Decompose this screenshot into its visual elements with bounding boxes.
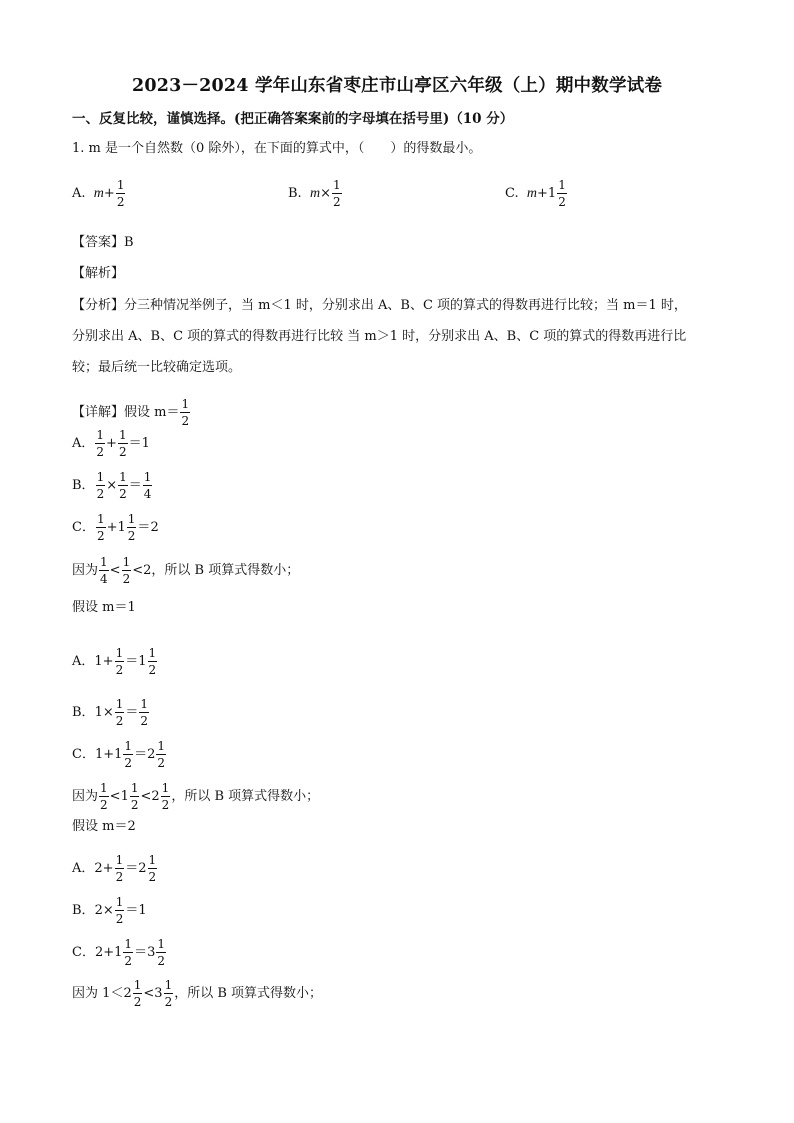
denominator: 2 bbox=[115, 870, 124, 884]
fraction bbox=[164, 977, 174, 1010]
numerator: 1 bbox=[140, 697, 149, 711]
fenxi-tag: 【分析】 bbox=[72, 298, 125, 313]
less-than: < bbox=[140, 789, 152, 804]
fraction bbox=[115, 645, 125, 678]
equals: ＝ bbox=[125, 654, 139, 669]
value: 2 bbox=[143, 563, 152, 578]
label: C． bbox=[72, 945, 95, 960]
numerator: 1 bbox=[118, 428, 127, 442]
numerator: 1 bbox=[100, 781, 108, 795]
whole: 3 bbox=[147, 945, 156, 960]
denominator: 2 bbox=[118, 445, 127, 459]
less-than: < bbox=[109, 563, 121, 578]
equals: ＝ bbox=[125, 705, 139, 720]
denominator: 2 bbox=[140, 714, 149, 728]
whole: 1 bbox=[94, 705, 103, 720]
operator: + bbox=[103, 945, 115, 960]
variable: m bbox=[93, 186, 104, 201]
fraction bbox=[148, 852, 158, 885]
numerator: 1 bbox=[148, 853, 157, 867]
option-c bbox=[505, 177, 568, 210]
denominator: 2 bbox=[127, 529, 136, 543]
whole: 1 bbox=[102, 986, 111, 1001]
fraction bbox=[115, 852, 125, 885]
because: 因为 bbox=[72, 563, 99, 578]
equals: ＝ bbox=[134, 945, 148, 960]
whole: 1 bbox=[94, 747, 104, 762]
question-stem: 1. m 是一个自然数（0 除外），在下面的算式中，（ ）的得数最小。 bbox=[72, 141, 482, 156]
less-than: < bbox=[143, 986, 155, 1001]
numerator: 1 bbox=[127, 512, 136, 526]
fraction bbox=[123, 738, 133, 771]
denominator: 2 bbox=[161, 798, 170, 812]
numerator: 1 bbox=[332, 178, 341, 192]
label: B． bbox=[72, 478, 95, 493]
because: 因为 bbox=[72, 789, 99, 804]
numerator: 1 bbox=[100, 555, 108, 569]
denominator: 2 bbox=[96, 529, 105, 543]
fraction bbox=[99, 780, 109, 813]
answer-line bbox=[72, 234, 134, 252]
numerator: 1 bbox=[96, 470, 105, 484]
fraction bbox=[180, 396, 190, 429]
conclusion: ，所以 B 项算式得数小； bbox=[171, 789, 320, 804]
assume-m2: 假设 m＝2 bbox=[72, 819, 136, 834]
numerator: 1 bbox=[157, 937, 165, 951]
numerator: 1 bbox=[157, 739, 165, 753]
whole: 2 bbox=[94, 903, 103, 918]
less-than: < bbox=[109, 789, 121, 804]
whole: 2 bbox=[123, 986, 132, 1001]
label: A． bbox=[72, 654, 95, 669]
denominator: 2 bbox=[119, 487, 127, 501]
denominator: 2 bbox=[116, 195, 125, 209]
equals: ＝ bbox=[125, 903, 139, 918]
equals: ＝ bbox=[137, 520, 151, 535]
fraction bbox=[156, 738, 166, 771]
whole-part: 1 bbox=[547, 186, 557, 201]
fraction bbox=[557, 177, 567, 210]
result: 1 bbox=[141, 436, 150, 451]
conclusion: ，所以 B 项算式得数小； bbox=[151, 563, 300, 578]
numerator: 1 bbox=[124, 937, 133, 951]
option-label: A. bbox=[72, 186, 86, 201]
answer-value: B bbox=[124, 235, 134, 250]
denominator: 4 bbox=[143, 487, 152, 501]
denominator: 2 bbox=[332, 195, 341, 209]
fraction bbox=[115, 696, 125, 729]
case1-b bbox=[72, 469, 153, 502]
numerator: 1 bbox=[122, 555, 131, 569]
whole: 1 bbox=[94, 654, 103, 669]
page-title: 2023－2024 学年山东省枣庄市山亭区六年级（上）期中数学试卷 bbox=[131, 76, 663, 96]
equals: ＝ bbox=[134, 747, 148, 762]
operator: + bbox=[106, 520, 118, 535]
case2-a bbox=[72, 645, 158, 678]
operator: + bbox=[106, 436, 117, 451]
section-heading: 一、反复比较，谨慎选择。(把正确答案案前的字母填在括号里)（10 分） bbox=[72, 111, 514, 127]
numerator: 1 bbox=[130, 781, 139, 795]
case2-b bbox=[72, 696, 150, 729]
whole: 1 bbox=[120, 789, 129, 804]
whole: 1 bbox=[117, 520, 126, 535]
fraction bbox=[133, 977, 143, 1010]
denominator: 2 bbox=[157, 954, 165, 968]
denominator: 2 bbox=[558, 195, 566, 209]
detail-tag: 【详解】 bbox=[72, 405, 125, 420]
numerator: 1 bbox=[119, 470, 127, 484]
operator: + bbox=[102, 654, 114, 669]
answer-tag: 【答案】 bbox=[72, 235, 125, 250]
operator: × bbox=[102, 705, 114, 720]
variable: m bbox=[309, 186, 321, 201]
numerator: 1 bbox=[115, 646, 124, 660]
operator: + bbox=[102, 861, 114, 876]
fenxi-line-1 bbox=[72, 297, 687, 315]
less-than: < bbox=[132, 563, 144, 578]
fraction bbox=[95, 427, 105, 460]
numerator: 1 bbox=[115, 853, 124, 867]
analysis-tag: 【解析】 bbox=[72, 266, 125, 281]
fenxi-line-3: 较；最后统一比较确定选项。 bbox=[72, 360, 242, 375]
numerator: 1 bbox=[115, 697, 124, 711]
equals: ＝ bbox=[128, 478, 142, 493]
whole: 3 bbox=[154, 986, 163, 1001]
fraction bbox=[116, 177, 126, 210]
fraction bbox=[96, 469, 106, 502]
numerator: 1 bbox=[133, 978, 142, 992]
result: 2 bbox=[150, 520, 159, 535]
case3-conclusion bbox=[72, 977, 322, 1010]
detail-assume-half bbox=[72, 396, 191, 429]
operator: × bbox=[106, 478, 118, 493]
equals: ＝ bbox=[128, 436, 142, 451]
option-b bbox=[288, 177, 343, 210]
operator: × bbox=[320, 186, 331, 201]
label: B． bbox=[72, 705, 95, 720]
numerator: 1 bbox=[148, 646, 157, 660]
denominator: 2 bbox=[96, 445, 105, 459]
label: B． bbox=[72, 903, 95, 918]
denominator: 2 bbox=[122, 572, 131, 586]
fraction bbox=[332, 177, 342, 210]
assume-m1: 假设 m＝1 bbox=[72, 600, 136, 615]
whole: 1 bbox=[114, 945, 123, 960]
fenxi-text: 分三种情况举例子，当 m＜1 时，分别求出 A、B、C 项的算式的得数再进行比较；当 m＝1 时， bbox=[124, 298, 687, 313]
fraction bbox=[143, 469, 153, 502]
operator: + bbox=[537, 186, 548, 201]
fraction bbox=[118, 427, 128, 460]
fraction bbox=[130, 780, 140, 813]
operator: + bbox=[103, 186, 115, 201]
denominator: 2 bbox=[148, 870, 157, 884]
case3-a bbox=[72, 852, 158, 885]
fenxi-line-2: 分别求出 A、B、C 项的算式的得数再进行比较 当 m＞1 时，分别求出 A、B、C 项的算式的得数再进行比 bbox=[72, 329, 687, 344]
whole: 2 bbox=[151, 789, 160, 804]
whole: 1 bbox=[138, 654, 147, 669]
numerator: 1 bbox=[124, 739, 133, 753]
denominator: 4 bbox=[100, 572, 108, 586]
numerator: 1 bbox=[161, 781, 170, 795]
case2-conclusion bbox=[72, 780, 319, 813]
whole: 2 bbox=[94, 861, 103, 876]
denominator: 2 bbox=[124, 954, 133, 968]
numerator: 1 bbox=[181, 397, 190, 411]
denominator: 2 bbox=[96, 487, 105, 501]
option-a bbox=[72, 177, 126, 210]
numerator: 1 bbox=[96, 428, 105, 442]
label: C． bbox=[72, 747, 95, 762]
denominator: 2 bbox=[164, 995, 173, 1009]
case2-c bbox=[72, 738, 167, 771]
label: A． bbox=[72, 436, 95, 451]
less-than: ＜ bbox=[110, 986, 124, 1001]
denominator: 2 bbox=[130, 798, 139, 812]
case3-b bbox=[72, 894, 147, 927]
whole: 2 bbox=[94, 945, 104, 960]
assume-text: 假设 m＝ bbox=[124, 405, 180, 420]
option-label: C. bbox=[505, 186, 519, 201]
label: C． bbox=[72, 520, 95, 535]
denominator: 2 bbox=[100, 798, 108, 812]
numerator: 1 bbox=[143, 470, 152, 484]
fraction bbox=[127, 511, 137, 544]
denominator: 2 bbox=[133, 995, 142, 1009]
fraction bbox=[96, 511, 106, 544]
operator: + bbox=[103, 747, 115, 762]
fraction bbox=[99, 554, 109, 587]
result: 1 bbox=[138, 903, 147, 918]
denominator: 2 bbox=[115, 663, 124, 677]
fraction bbox=[139, 696, 149, 729]
numerator: 1 bbox=[164, 978, 173, 992]
variable: m bbox=[526, 186, 538, 201]
equals: ＝ bbox=[125, 861, 139, 876]
option-label: B. bbox=[288, 186, 302, 201]
conclusion: ，所以 B 项算式得数小； bbox=[174, 986, 323, 1001]
because: 因为 bbox=[72, 986, 99, 1001]
case1-a bbox=[72, 427, 150, 460]
fraction bbox=[156, 936, 166, 969]
numerator: 1 bbox=[558, 178, 566, 192]
case3-c bbox=[72, 936, 167, 969]
whole: 1 bbox=[114, 747, 123, 762]
fraction bbox=[115, 894, 125, 927]
fraction bbox=[122, 554, 132, 587]
denominator: 2 bbox=[124, 756, 133, 770]
denominator: 2 bbox=[148, 663, 157, 677]
case1-conclusion bbox=[72, 554, 299, 587]
numerator: 1 bbox=[96, 512, 105, 526]
whole: 2 bbox=[138, 861, 147, 876]
label: A． bbox=[72, 861, 95, 876]
case1-c bbox=[72, 511, 159, 544]
fraction bbox=[123, 936, 133, 969]
fraction bbox=[118, 469, 128, 502]
denominator: 2 bbox=[181, 414, 190, 428]
whole: 2 bbox=[147, 747, 156, 762]
numerator: 1 bbox=[115, 895, 124, 909]
numerator: 1 bbox=[116, 178, 125, 192]
fraction bbox=[161, 780, 171, 813]
denominator: 2 bbox=[115, 912, 124, 926]
denominator: 2 bbox=[157, 756, 165, 770]
operator: × bbox=[102, 903, 114, 918]
fraction bbox=[148, 645, 158, 678]
denominator: 2 bbox=[115, 714, 124, 728]
